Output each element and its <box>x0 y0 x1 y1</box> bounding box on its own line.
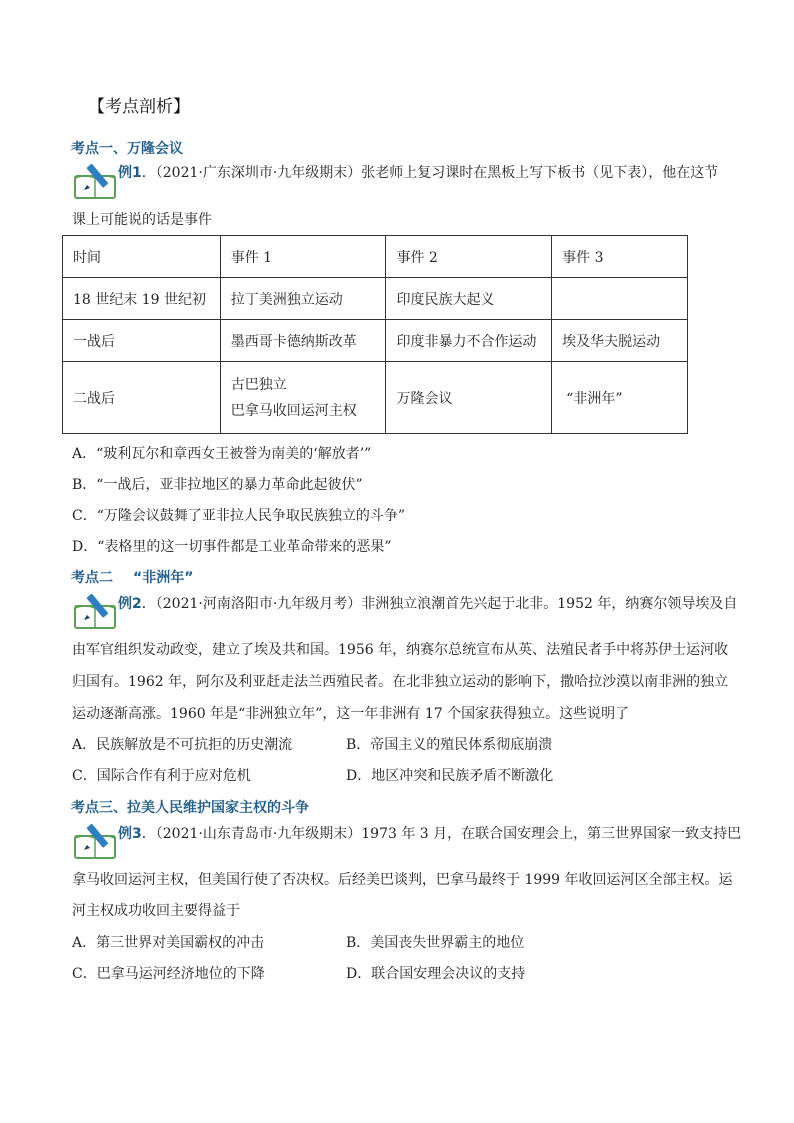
example2-line3: 归国有。1962 年，阿尔及利亚赶走法兰西殖民者。在北非独立运动的影响下，撒哈拉沙漠以南非洲的独立 <box>72 674 729 690</box>
example2-line4: 运动逐渐高涨。1960 年是“非洲独立年”，这一年非洲有 17 个国家获得独立。这些说明了 <box>72 706 630 722</box>
table-cell: 墨西哥卡德纳斯改革 <box>220 320 386 362</box>
example3-text: ．（2021·山东青岛市·九年级期末）1973 年 3 月，在联合国安理会上，第三世界国家一致支持巴 <box>141 826 742 842</box>
example3-line3: 河主权成功收回主要得益于 <box>72 903 240 919</box>
example2-label: 例2 <box>118 596 142 612</box>
section2-heading-prefix: 考点二 <box>71 570 113 586</box>
table-row <box>63 362 688 434</box>
option-c: C．“万隆会议鼓舞了亚非拉人民争取民族独立的斗争” <box>72 508 406 524</box>
section3-heading: 考点三、拉美人民维护国家主权的斗争 <box>71 800 309 816</box>
table-cell: 万隆会议 <box>386 362 552 434</box>
table-cell-line: 古巴独立 <box>230 376 287 393</box>
notebook-pencil-icon <box>72 594 120 630</box>
option-d: D．联合国安理会决议的支持 <box>346 966 526 982</box>
example3-line1 <box>118 823 741 843</box>
option-c: C．国际合作有利于应对危机 <box>72 768 251 784</box>
option-b: B．美国丧失世界霸主的地位 <box>346 935 525 951</box>
option-a: A．“玻利瓦尔和章西女王被誉为南美的‘解放者’” <box>72 446 372 462</box>
table-cell <box>220 362 386 434</box>
table-header-row <box>63 236 688 278</box>
table-cell: 二战后 <box>63 362 221 434</box>
option-a: A．第三世界对美国霸权的冲击 <box>72 935 265 951</box>
table-cell: “非洲年” <box>552 362 688 434</box>
option-c: C．巴拿马运河经济地位的下降 <box>72 966 265 982</box>
option-d: D．“表格里的这一切事件都是工业革命带来的恶果” <box>72 539 392 555</box>
table-cell: 18 世纪末 19 世纪初 <box>63 278 221 320</box>
table-cell: 拉丁美洲独立运动 <box>220 278 386 320</box>
notebook-pencil-icon <box>72 824 120 860</box>
table-header-cell: 事件 3 <box>552 236 688 278</box>
table-header-cell: 事件 1 <box>220 236 386 278</box>
example2-line2: 由军官组织发动政变，建立了埃及共和国。1956 年，纳赛尔总统宣布从英、法殖民者手中将苏伊士运河收 <box>72 642 729 658</box>
table-row <box>63 278 688 320</box>
table-cell <box>552 278 688 320</box>
example3-label: 例3 <box>118 826 142 842</box>
table-header-cell: 事件 2 <box>386 236 552 278</box>
example3-line2: 拿马收回运河主权，但美国行使了否决权。后经美巴谈判，巴拿马最终于 1999 年收回运河区全部主权。运 <box>72 872 733 888</box>
option-a: A．民族解放是不可抗拒的历史潮流 <box>72 737 293 753</box>
example1-label: 例1 <box>118 165 142 181</box>
table-cell: 埃及华夫脱运动 <box>552 320 688 362</box>
example2-text: ．（2021·河南洛阳市·九年级月考）非洲独立浪潮首先兴起于北非。1952 年，纳赛尔领导埃及自 <box>141 596 738 612</box>
example1-text: ．（2021·广东深圳市·九年级期末）张老师上复习课时在黑板上写下板书（见下表），他在这节 <box>141 165 719 181</box>
example1-question <box>118 162 718 182</box>
table-cell: 一战后 <box>63 320 221 362</box>
section1-heading: 考点一、万隆会议 <box>71 141 183 157</box>
table-row <box>63 320 688 362</box>
page-title: 【考点剖析】 <box>88 97 190 117</box>
example1-text-line2: 课上可能说的话是事件 <box>72 212 212 228</box>
table-cell-line: 巴拿马收回运河主权 <box>230 402 357 419</box>
example2-line1 <box>118 593 737 613</box>
table-cell: 印度民族大起义 <box>386 278 552 320</box>
table-cell: 印度非暴力不合作运动 <box>386 320 552 362</box>
notebook-pencil-icon <box>72 164 120 200</box>
section2-heading-suffix: “非洲年” <box>133 570 194 586</box>
option-b: B．“一战后，亚非拉地区的暴力革命此起彼伏” <box>72 477 363 493</box>
option-d: D．地区冲突和民族矛盾不断激化 <box>346 768 554 784</box>
events-table <box>62 235 688 434</box>
table-header-cell: 时间 <box>63 236 221 278</box>
section2-heading <box>71 567 193 587</box>
option-b: B．帝国主义的殖民体系彻底崩溃 <box>346 737 553 753</box>
